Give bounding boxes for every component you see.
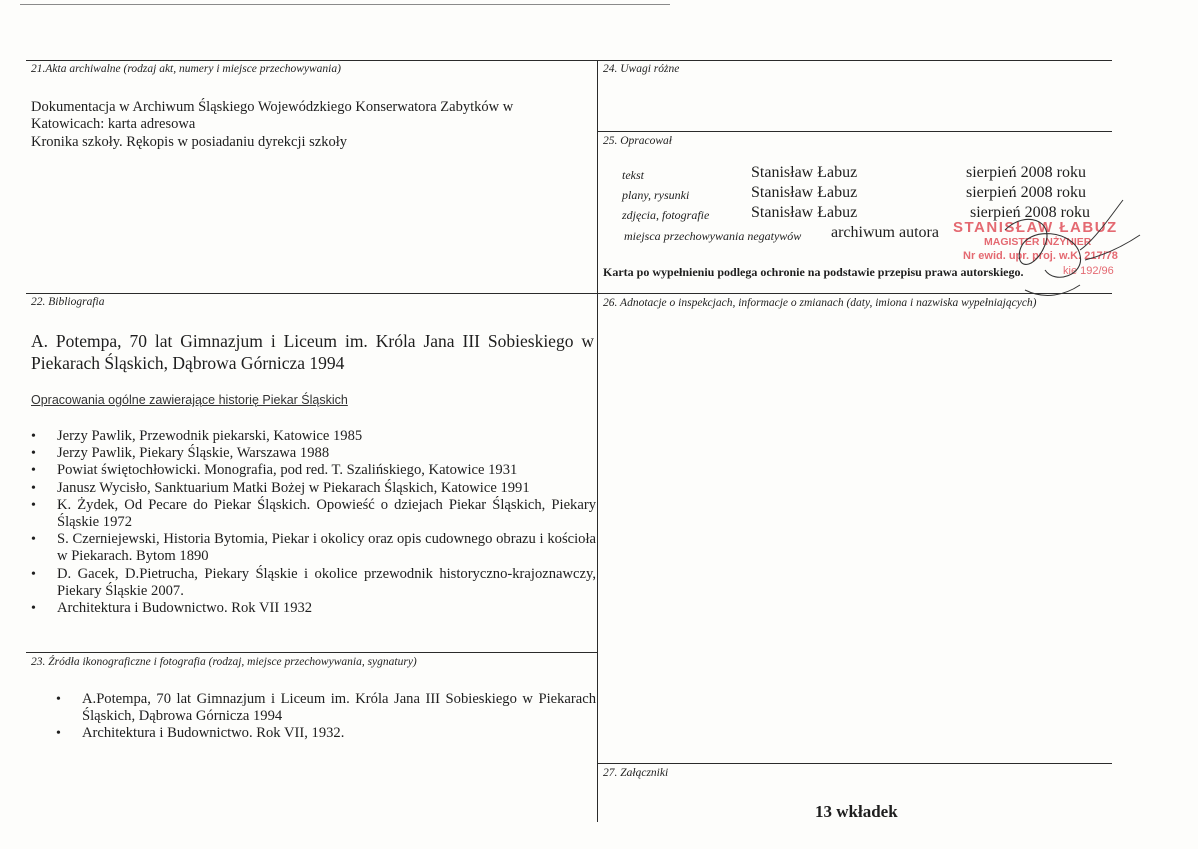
bibliography-item: • Jerzy Pawlik, Przewodnik piekarski, Katowice 1985 [31, 428, 596, 445]
iconography-item: • A.Potempa, 70 lat Gimnazjum i Liceum im. Króla Jana III Sobieskiego w Piekarach Śląskich, Dąbrowa Górnicza 1994 [56, 691, 596, 725]
stamp-registration: Nr ewid. upr. proj. w.K. 217/78 [963, 250, 1118, 262]
credit-author-text: Stanisław Łabuz [751, 164, 858, 181]
section-22-label: 22. Bibliografia [31, 296, 105, 308]
attachments-count: 13 wkładek [815, 802, 898, 821]
bibliography-item: • Janusz Wycisło, Sanktuarium Matki Bożej w Piekarach Śląskich, Katowice 1991 [31, 480, 596, 497]
scan-edge-line [20, 4, 670, 5]
credit-date-photos: sierpień 2008 roku [970, 204, 1090, 221]
negatives-value: archiwum autora [831, 224, 939, 241]
bibliography-item: • Powiat świętochłowicki. Monografia, pod red. T. Szalińskiego, Katowice 1931 [31, 462, 596, 479]
credit-role-plans: plany, rysunki [622, 188, 690, 202]
bibliography-subheading: Opracowania ogólne zawierające historię Piekar Śląskich [31, 393, 348, 407]
bibliography-list [31, 428, 596, 617]
bibliography-item: • K. Żydek, Od Pecare do Piekar Śląskich. Opowieść o dziejach Piekar Śląskich, Piekary Śląskie 1972 [31, 497, 596, 531]
credit-author-plans: Stanisław Łabuz [751, 184, 858, 201]
stamp-title: MAGISTER INŻYNIER [984, 236, 1092, 248]
credit-date-text: sierpień 2008 roku [966, 164, 1086, 181]
section-21-label: 21.Akta archiwalne (rodzaj akt, numery i miejsce przechowywania) [31, 63, 341, 75]
iconography-list [56, 691, 596, 743]
top-rule [26, 60, 1112, 61]
section-23-label: 23. Źródła ikonograficzne i fotografia (rodzaj, miejsce przechowywania, sygnatury) [31, 656, 417, 668]
section-27-label: 27. Załączniki [603, 767, 669, 779]
rule-22-23 [26, 652, 597, 653]
section-26-label: 26. Adnotacje o inspekcjach, informacje o zmianach (daty, imiona i nazwiska wypełniających) [603, 297, 1037, 309]
negatives-label: miejsca przechowywania negatywów [624, 229, 802, 243]
stamp-extra: kie 192/96 [1063, 265, 1114, 277]
column-divider [597, 60, 598, 822]
rule-26-27 [597, 763, 1112, 764]
credit-author-photos: Stanisław Łabuz [751, 204, 858, 221]
stamp-name: STANISŁAW ŁABUZ [953, 219, 1118, 236]
iconography-item: • Architektura i Budownictwo. Rok VII, 1932. [56, 725, 596, 742]
bibliography-main-entry: A. Potempa, 70 lat Gimnazjum i Liceum im. Króla Jana III Sobieskiego w Piekarach Śląskich, Dąbrowa Górnicza 1994 [31, 331, 594, 373]
credit-date-plans: sierpień 2008 roku [966, 184, 1086, 201]
section-24-label: 24. Uwagi różne [603, 63, 680, 75]
credit-role-text: tekst [622, 168, 644, 182]
bibliography-item: • Architektura i Budownictwo. Rok VII 1932 [31, 600, 596, 617]
section-21-line-3: Kronika szkoły. Rękopis w posiadaniu dyrekcji szkoły [31, 134, 347, 150]
bibliography-item: • S. Czerniejewski, Historia Bytomia, Piekar i okolicy oraz opis cudownego obrazu i kościoła w Piekarach. Bytom 1890 [31, 531, 596, 565]
section-25-label: 25. Opracował [603, 135, 672, 147]
rule-24-25 [597, 131, 1112, 132]
credit-role-photos: zdjęcia, fotografie [622, 208, 710, 222]
rule-21-22 [26, 293, 1112, 294]
section-21-line-2: Katowicach: karta adresowa [31, 116, 196, 132]
bibliography-item: • Jerzy Pawlik, Piekary Śląskie, Warszawa 1988 [31, 445, 596, 462]
signature-graphic [985, 190, 1145, 310]
section-21-line-1: Dokumentacja w Archiwum Śląskiego Wojewódzkiego Konserwatora Zabytków w [31, 99, 514, 115]
copyright-notice: Karta po wypełnieniu podlega ochronie na podstawie przepisu prawa autorskiego. [603, 265, 1024, 279]
bibliography-item: • D. Gacek, D.Pietrucha, Piekary Śląskie i okolice przewodnik historyczno-krajoznawczy, Piekary Śląskie 2007. [31, 566, 596, 600]
